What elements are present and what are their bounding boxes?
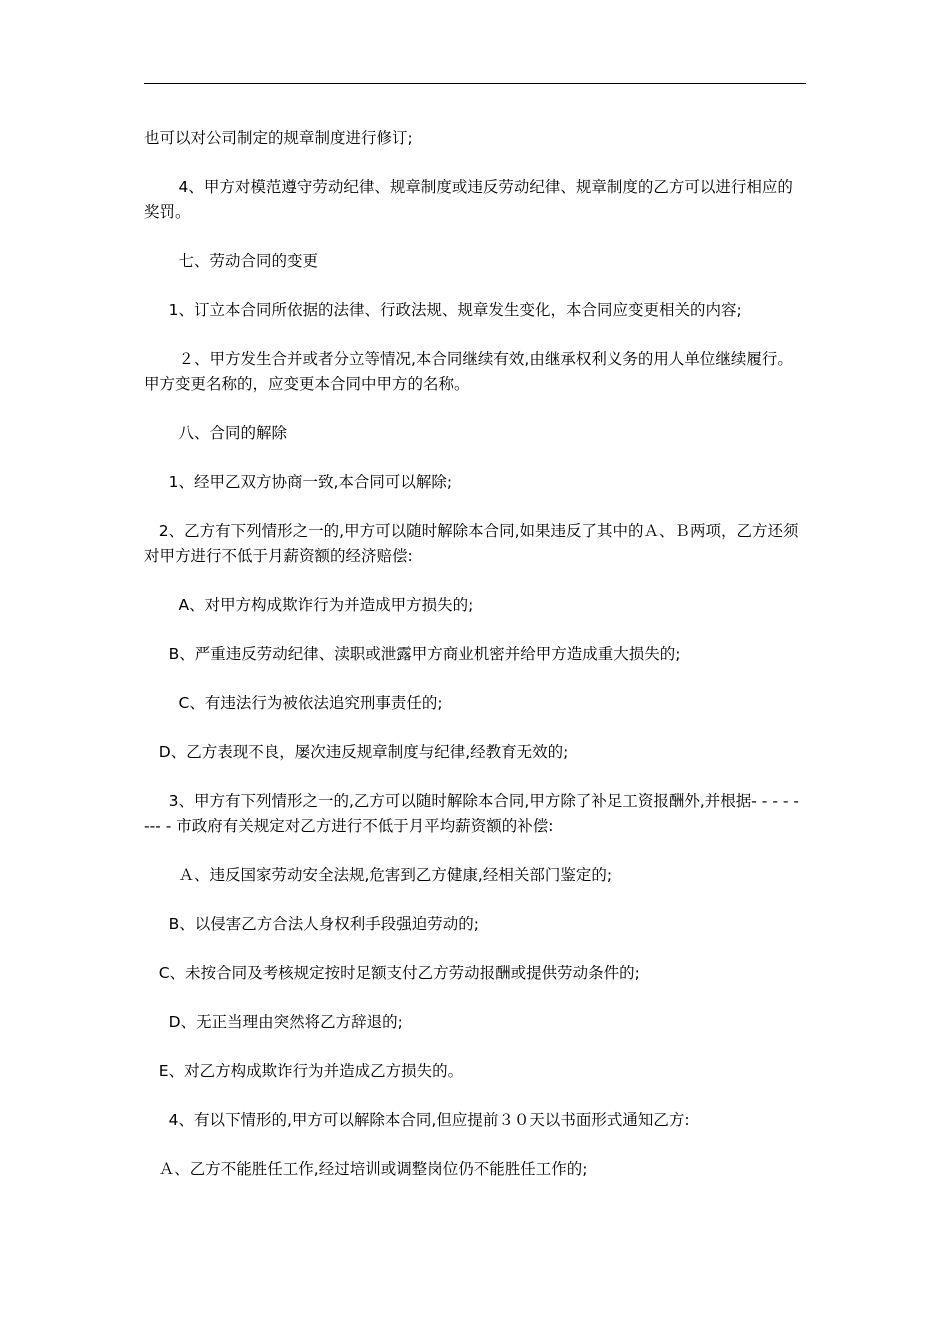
list-item: D、乙方表现不良，屡次违反规章制度与纪律,经教育无效的; bbox=[144, 743, 569, 761]
list-item: B、以侵害乙方合法人身权利手段强迫劳动的; bbox=[144, 915, 479, 933]
paragraph: 2、乙方有下列情形之一的,甲方可以随时解除本合同,如果违反了其中的Ａ、Ｂ两项，乙方还须对甲方进行不低于月薪资额的经济赔偿: bbox=[144, 522, 799, 565]
section-heading: 七、劳动合同的变更 bbox=[144, 252, 319, 270]
section-heading: 八、合同的解除 bbox=[144, 424, 288, 442]
list-item: D、无正当理由突然将乙方辞退的; bbox=[144, 1013, 403, 1031]
paragraph: 4、甲方对模范遵守劳动纪律、规章制度或违反劳动纪律、规章制度的乙方可以进行相应的奖罚。 bbox=[144, 178, 793, 221]
document-body bbox=[144, 126, 806, 1206]
list-item: E、对乙方构成欺诈行为并造成乙方损失的。 bbox=[144, 1062, 464, 1080]
paragraph: ２、甲方发生合并或者分立等情况,本合同继续有效,由继承权利义务的用人单位继续履行。甲方变更名称的，应变更本合同中甲方的名称。 bbox=[144, 350, 793, 393]
paragraph: 1、订立本合同所依据的法律、行政法规、规章发生变化，本合同应变更相关的内容; bbox=[144, 301, 742, 319]
list-item: B、严重违反劳动纪律、渎职或泄露甲方商业机密并给甲方造成重大损失的; bbox=[144, 645, 681, 663]
header-rule bbox=[144, 83, 806, 84]
list-item: C、有违法行为被依法追究刑事责任的; bbox=[144, 694, 443, 712]
list-item: C、未按合同及考核规定按时足额支付乙方劳动报酬或提供劳动条件的; bbox=[144, 964, 640, 982]
paragraph: 也可以对公司制定的规章制度进行修订; bbox=[144, 129, 413, 147]
paragraph: 3、甲方有下列情形之一的,乙方可以随时解除本合同,甲方除了补足工资报酬外,并根据- - - - - --- - 市政府有关规定对乙方进行不低于月平均薪资额的补偿: bbox=[144, 792, 804, 835]
paragraph: 1、经甲乙双方协商一致,本合同可以解除; bbox=[144, 473, 453, 491]
list-item: Ａ、违反国家劳动安全法规,危害到乙方健康,经相关部门鉴定的; bbox=[144, 866, 613, 884]
paragraph: 4、有以下情形的,甲方可以解除本合同,但应提前３０天以书面形式通知乙方: bbox=[144, 1111, 690, 1129]
list-item: A、对甲方构成欺诈行为并造成甲方损失的; bbox=[144, 596, 474, 614]
list-item: Ａ、乙方不能胜任工作,经过培训或调整岗位仍不能胜任工作的; bbox=[144, 1160, 588, 1178]
